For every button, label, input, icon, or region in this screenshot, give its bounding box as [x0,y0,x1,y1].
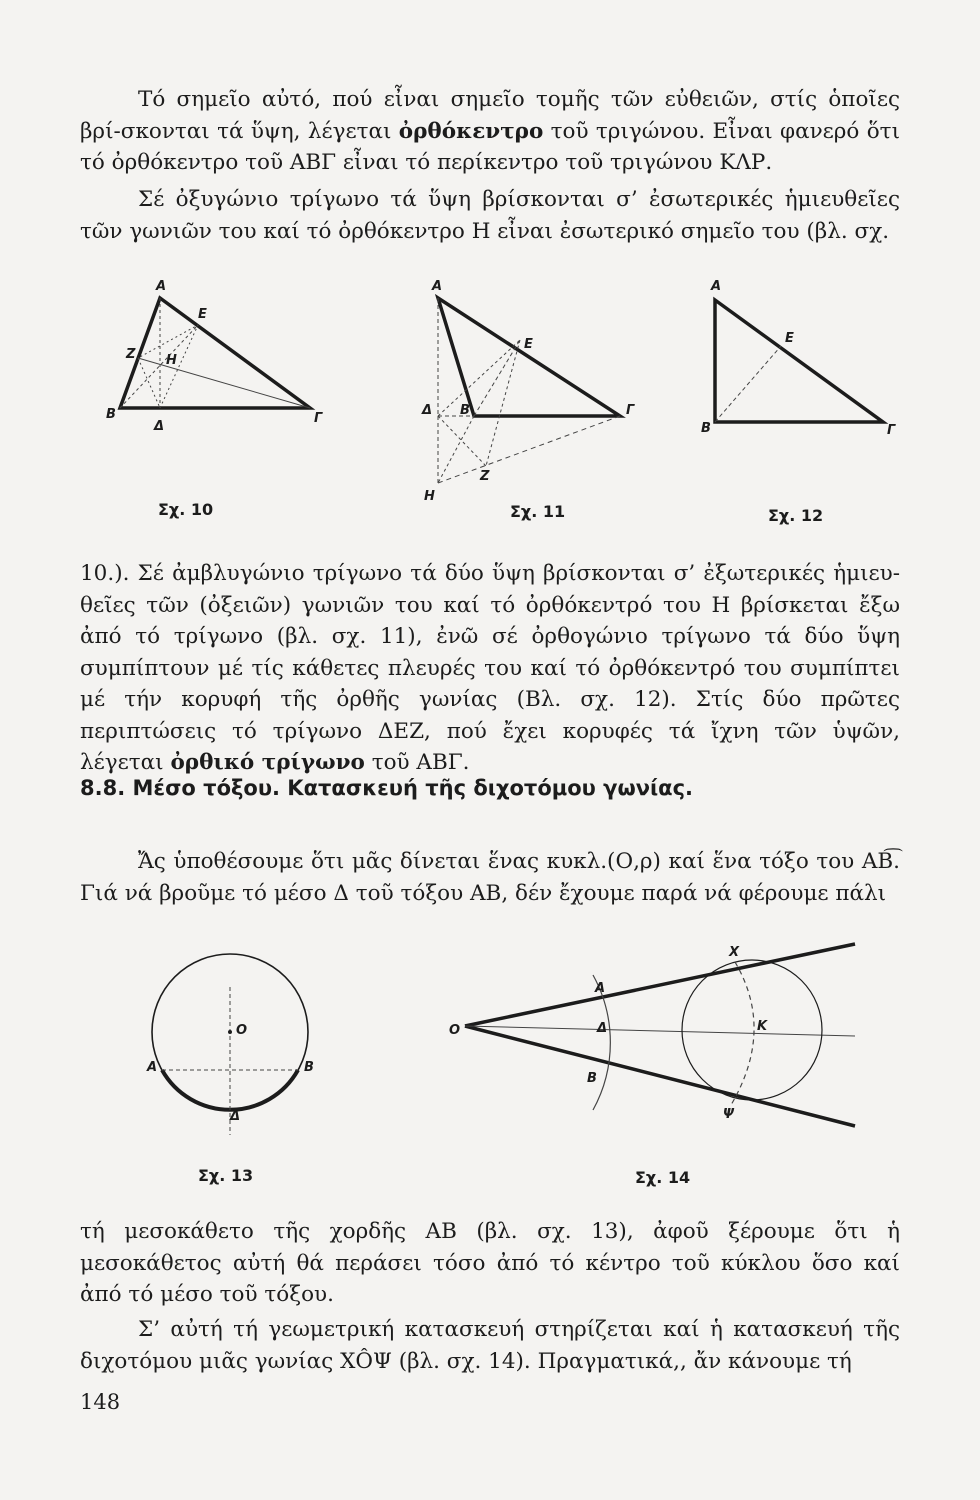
circle-k [682,960,822,1100]
paragraph-1-text-a: Τό σημεῖο αὐτό, πού εἶναι σημεῖο τομῆς τῶν εὐθειῶν, στίς ὁποῖες βρί-σκονται τά ὕψη, λέγεται [80,87,900,144]
figure-10 [90,280,350,454]
ray-opsi [465,1026,855,1126]
figure-12-drawing [695,279,915,442]
figure-11-drawing [410,278,650,518]
caption-fig-10: Σχ. 10 [158,500,214,519]
orthic-de [438,340,520,416]
label-b: B [460,403,470,418]
paragraph-orthocenter-definition [80,84,900,179]
label-d: Δ [422,403,433,418]
label-a: A [147,1060,158,1075]
caption-fig-11: Σχ. 11 [510,502,566,521]
label-o: O [449,1023,461,1038]
label-d: Δ [597,1021,608,1036]
paragraph-obtuse-right-triangle [80,558,900,779]
label-o: O [236,1023,248,1038]
figure-10-drawing [90,280,350,450]
caption-fig-14: Σχ. 14 [635,1168,691,1187]
triangle-abg [715,300,883,422]
altitude-be [715,346,781,422]
label-e: E [198,307,207,322]
section-heading: 8.8. Μέσο τόξου. Κατασκευή τῆς διχοτόμου γωνίας. [80,776,694,800]
paragraph-perpendicular-bisector: τή μεσοκάθετο τῆς χορδῆς ΑΒ (βλ. σχ. 13), ἀφοῦ ξέρουμε ὅτι ἡ μεσοκάθετος αὐτή θά περάσει τόσο ἀπό τό κέντρο τοῦ κύκλου ὅσο καί ἀπό τό μέσο τοῦ τόξου. [80,1219,900,1307]
altitude-b [120,325,198,408]
label-a: A [432,279,443,294]
label-e: E [524,337,533,352]
label-b: B [701,421,711,436]
ray-ox [465,944,855,1026]
label-a: A [711,279,722,294]
label-k: K [757,1019,768,1034]
orthic-dz [438,416,486,466]
term-orthocenter: ὀρθόκεντρο [398,118,544,144]
term-orthic-triangle: ὀρθικό τρίγωνο [170,750,365,775]
paragraph-1-text-b: τοῦ τριγώνου. Εἶναι φανερό ὅτι τό ὀρθόκεντρο τοῦ ΑΒΓ εἶναι τό περίκεντρο τοῦ τριγώνου ΚΛΡ. [80,118,900,175]
orthic-ez [486,340,520,466]
triangle-abg [120,298,310,408]
label-g: Γ [887,423,896,438]
figure-13 [140,955,340,1159]
altitude-g [138,358,310,408]
label-h: H [424,489,435,504]
paragraph-3-text-b: τοῦ ΑΒΓ. [364,750,470,775]
page-number: 148 [80,1390,121,1414]
label-e: E [785,331,794,346]
label-a: A [595,981,606,996]
arc-ab [162,1070,298,1110]
label-h: H [166,353,177,368]
figure-14-drawing [445,940,865,1140]
altitude-b [474,340,520,416]
paragraph-acute-triangle: Σέ ὀξυγώνιο τρίγωνο τά ὕψη βρίσκονται σ’ ἐσωτερικές ἡμιευθεῖες τῶν γωνιῶν του καί τό ὀρθόκεντρο Η εἶναι ἐσωτερικό σημεῖο του (βλ. σχ. [80,187,900,244]
caption-fig-12: Σχ. 12 [768,506,824,525]
paragraph-3-text-a: 10.). Σέ ἀμβλυγώνιο τρίγωνο τά δύο ὕψη βρίσκονται σ’ ἐξωτερικές ἡμιευ-θεῖες τῶν (ὀξειῶν) γωνιῶν του καί τό ὀρθόκεντρό του Η βρίσκεται ἔξω ἀπό τό τρίγωνο (βλ. σχ. 11), ἐνῶ σέ ὀρθογώνιο τρίγωνο τά δύο ὕψη συμπίπτουν μέ τίς κάθετες πλευρές του καί τό ὀρθόκεντρό του συμπίπτει μέ τήν κορυφή τῆς ὀρθῆς γωνίας (Βλ. σχ. 12). Στίς δύο πρῶτες περιπτώσεις τό τρίγωνο ΔΕΖ, πού ἔχει κορυφές τά ἴχνη τῶν ὑψῶν, λέγεται [80,561,900,775]
label-b: B [106,407,116,422]
label-b: B [304,1060,314,1075]
figure-12 [695,279,915,446]
altitude-g [438,416,620,483]
label-b: B [587,1071,597,1086]
segment-bh [438,416,474,483]
label-d: Δ [154,419,165,434]
label-psi: Ψ [723,1107,735,1122]
paragraph-angle-bisector: Σ’ αὐτή τή γεωμετρική κατασκευή στηρίζεται καί ἡ κατασκευή τῆς διχοτόμου μιᾶς γωνίας ΧÔΨ (βλ. σχ. 14). Πραγματικά,, ἄν κάνουμε τή [80,1317,900,1374]
label-g: Γ [314,411,323,426]
caption-fig-13: Σχ. 13 [198,1166,254,1185]
figure-11 [410,278,650,522]
label-a: A [156,279,167,294]
label-z: Z [480,469,490,484]
figure-13-drawing [140,955,340,1155]
triangle-abg [438,298,620,416]
bisector-line [465,1026,855,1036]
label-d: Δ [230,1109,241,1124]
label-x: X [729,945,740,960]
center-point [228,1030,232,1034]
paragraph-arc-midpoint: Ἄς ὑποθέσουμε ὅτι μᾶς δίνεται ἕνας κυκλ.(Ο,ρ) καί ἕνα τόξο του ΑΒ͡. Γιά νά βροῦμε τό μέσο Δ τοῦ τόξου ΑΒ, δέν ἔχουμε παρά νά φέρουμε πάλι [80,849,900,906]
figure-14 [445,940,865,1144]
label-z: Z [126,347,136,362]
label-g: Γ [626,403,635,418]
